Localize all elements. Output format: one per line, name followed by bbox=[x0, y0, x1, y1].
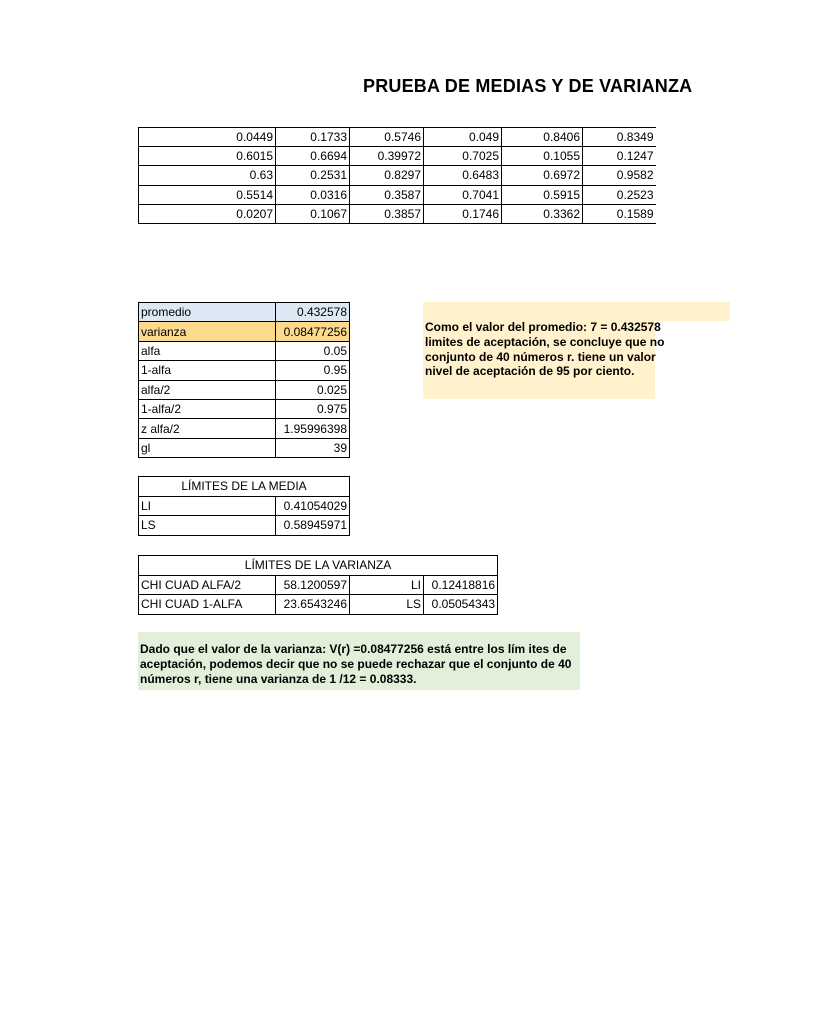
grid-cell[interactable]: 0.6483 bbox=[424, 166, 502, 185]
grid-cell[interactable]: 0.2523 bbox=[583, 185, 656, 204]
grid-cell[interactable]: 0.8406 bbox=[502, 128, 583, 147]
grid-cell[interactable]: 0.1247 bbox=[583, 147, 656, 166]
bound-label[interactable]: LI bbox=[350, 575, 424, 595]
limit-label[interactable]: LI bbox=[139, 496, 276, 516]
grid-cell[interactable]: 0.5746 bbox=[350, 128, 424, 147]
mean-limits-header[interactable]: LÍMITES DE LA MEDIA bbox=[139, 477, 350, 497]
stat-value[interactable]: 0.08477256 bbox=[276, 322, 350, 341]
stat-row-alfa bbox=[139, 341, 350, 360]
grid-cell[interactable]: 0.5915 bbox=[502, 185, 583, 204]
grid-cell[interactable]: 0.2531 bbox=[276, 166, 350, 185]
grid-cell[interactable]: 0.8349 bbox=[583, 128, 656, 147]
mean-limits-table bbox=[138, 476, 350, 536]
grid-cell[interactable]: 0.1589 bbox=[583, 204, 656, 223]
table-row bbox=[139, 496, 350, 516]
grid-cell[interactable]: 0.1055 bbox=[502, 147, 583, 166]
table-row bbox=[139, 166, 656, 185]
variance-conclusion-text: Dado que el valor de la varianza: V(r) =0.08477256 está entre los lím ites de aceptación, podemos decir que no se puede rechazar que el conjunto de 40 números r, tiene una varianza de 1 /12 = 0.08333. bbox=[140, 642, 572, 686]
stat-label[interactable]: promedio bbox=[139, 303, 276, 322]
stat-value[interactable]: 39 bbox=[276, 438, 350, 457]
grid-cell[interactable]: 0.1746 bbox=[424, 204, 502, 223]
stat-row-promedio bbox=[139, 303, 350, 322]
stat-row-1-alfa bbox=[139, 361, 350, 380]
bound-value[interactable]: 0.12418816 bbox=[424, 575, 498, 595]
table-row bbox=[139, 128, 656, 147]
variance-limits-table bbox=[138, 555, 498, 615]
grid-cell[interactable]: 0.049 bbox=[424, 128, 502, 147]
grid-cell[interactable]: 0.6694 bbox=[276, 147, 350, 166]
stat-value[interactable]: 0.05 bbox=[276, 341, 350, 360]
stat-value[interactable]: 0.025 bbox=[276, 380, 350, 399]
chi-value[interactable]: 58.1200597 bbox=[276, 575, 350, 595]
stat-label[interactable]: alfa/2 bbox=[139, 380, 276, 399]
grid-cell[interactable]: 0.7041 bbox=[424, 185, 502, 204]
stat-value[interactable]: 0.95 bbox=[276, 361, 350, 380]
grid-cell[interactable]: 0.3362 bbox=[502, 204, 583, 223]
table-row bbox=[139, 595, 498, 615]
stat-label[interactable]: 1-alfa/2 bbox=[139, 399, 276, 418]
stat-row-varianza bbox=[139, 322, 350, 341]
grid-cell[interactable]: 0.0207 bbox=[139, 204, 276, 223]
grid-cell[interactable]: 0.1733 bbox=[276, 128, 350, 147]
grid-cell[interactable]: 0.7025 bbox=[424, 147, 502, 166]
stat-label[interactable]: 1-alfa bbox=[139, 361, 276, 380]
grid-cell[interactable]: 0.9582 bbox=[583, 166, 656, 185]
stat-row-z-alfa-2 bbox=[139, 419, 350, 438]
mean-conclusion-note bbox=[423, 302, 665, 399]
mean-conclusion-text: Como el valor del promedio: 7 = 0.432578 limites de aceptación, se concluye que no conjunto de 40 números r. tiene un valor nivel de aceptación de 95 por ciento. bbox=[425, 320, 665, 379]
stat-label[interactable]: z alfa/2 bbox=[139, 419, 276, 438]
stat-label[interactable]: alfa bbox=[139, 341, 276, 360]
grid-cell[interactable]: 0.0449 bbox=[139, 128, 276, 147]
grid-cell[interactable]: 0.63 bbox=[139, 166, 276, 185]
chi-label[interactable]: CHI CUAD 1-ALFA bbox=[139, 595, 276, 615]
grid-cell[interactable]: 0.3587 bbox=[350, 185, 424, 204]
grid-cell[interactable]: 0.6015 bbox=[139, 147, 276, 166]
random-numbers-grid bbox=[138, 127, 656, 224]
grid-cell[interactable]: 0.3857 bbox=[350, 204, 424, 223]
grid-cell[interactable]: 0.0316 bbox=[276, 185, 350, 204]
stat-row-1-alfa-2 bbox=[139, 399, 350, 418]
bound-label[interactable]: LS bbox=[350, 595, 424, 615]
variance-conclusion-note bbox=[138, 632, 580, 690]
table-row bbox=[139, 147, 656, 166]
table-row bbox=[139, 185, 656, 204]
chi-label[interactable]: CHI CUAD ALFA/2 bbox=[139, 575, 276, 595]
limit-value[interactable]: 0.58945971 bbox=[276, 516, 350, 536]
table-row bbox=[139, 204, 656, 223]
stat-value[interactable]: 1.95996398 bbox=[276, 419, 350, 438]
grid-cell[interactable]: 0.8297 bbox=[350, 166, 424, 185]
page-title: PRUEBA DE MEDIAS Y DE VARIANZA bbox=[363, 76, 693, 96]
bound-value[interactable]: 0.05054343 bbox=[424, 595, 498, 615]
table-header-row bbox=[139, 556, 498, 576]
stat-row-gl bbox=[139, 438, 350, 457]
variance-limits-header[interactable]: LÍMITES DE LA VARIANZA bbox=[139, 556, 498, 576]
grid-cell[interactable]: 0.6972 bbox=[502, 166, 583, 185]
statistics-table bbox=[138, 302, 350, 458]
stat-row-alfa-2 bbox=[139, 380, 350, 399]
stat-label[interactable]: varianza bbox=[139, 322, 276, 341]
stat-value[interactable]: 0.432578 bbox=[276, 303, 350, 322]
stat-value[interactable]: 0.975 bbox=[276, 399, 350, 418]
table-header-row bbox=[139, 477, 350, 497]
stat-label[interactable]: gl bbox=[139, 438, 276, 457]
table-row bbox=[139, 516, 350, 536]
limit-value[interactable]: 0.41054029 bbox=[276, 496, 350, 516]
grid-cell[interactable]: 0.39972 bbox=[350, 147, 424, 166]
grid-cell[interactable]: 0.5514 bbox=[139, 185, 276, 204]
grid-cell[interactable]: 0.1067 bbox=[276, 204, 350, 223]
limit-label[interactable]: LS bbox=[139, 516, 276, 536]
table-row bbox=[139, 575, 498, 595]
chi-value[interactable]: 23.6543246 bbox=[276, 595, 350, 615]
